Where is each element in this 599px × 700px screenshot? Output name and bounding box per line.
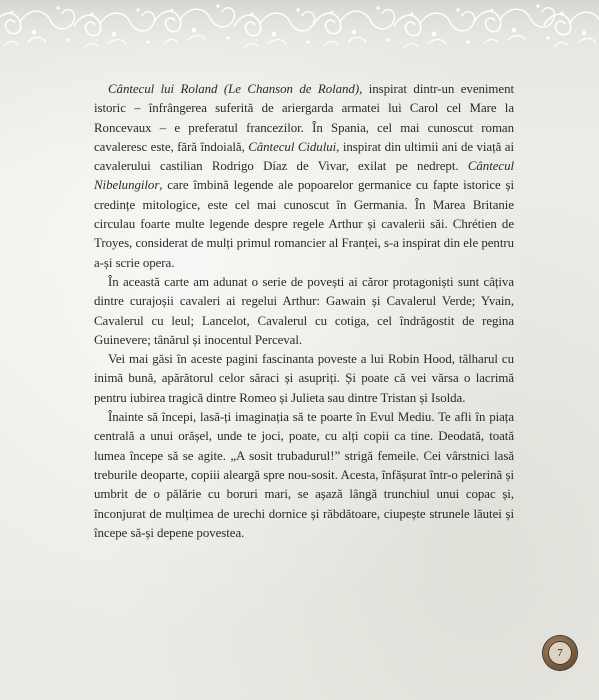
text-run: Vei mai găsi în aceste pagini fascinanta poveste a lui Robin Hood, tâlharul cu inimă bună, apărătorul celor săraci și asupriți. Și poate că vei vărsa o lacrimă pentru iubirea tragică dintre Romeo și Julieta sau dintre Tristan și Isolda.: [94, 352, 514, 405]
page-number-medallion: [543, 636, 577, 670]
body-text: [94, 80, 514, 543]
text-run: , inspirat dintr-un eveniment istoric – înfrângerea suferită de ariergarda armatei lui Carol cel Mare la Roncevaux – e preferatul francezilor. În Spania, cel mai cunoscut roman cavaleresc este, fără îndoială,: [94, 82, 514, 154]
paragraph: [94, 80, 514, 273]
text-run: Înainte să începi, lasă-ți imaginația să te poarte în Evul Mediu. Te afli în piața centrală a unui orășel, unde te joci, poate, cu alți copii ca tine. Deodată, toată lumea începe să se agite. „A sosit trubadurul!” strigă femeile. Cei vârstnici lasă treburile deoparte, copiii aleargă spre nou-sosit. Acesta, înfășurat într-o pelerină și umbrit de o pălărie cu boruri mari, se așază lângă trunchiul unui copac și, înconjurat de mulțimea de urechi dornice și răbdătoare, ciupește strunele lăutei și începe să-și depene povestea.: [94, 410, 514, 540]
text-run: În această carte am adunat o serie de povești ai căror protagoniști sunt câțiva dintre curajoșii cavaleri ai regelui Arthur: Gawain și Cavalerul Verde; Yvain, Cavalerul cu leul; Lancelot, Cavalerul cu cotiga, cel îndrăgostit de regina Guinevere; tânărul și inocentul Perceval.: [94, 274, 514, 347]
paragraph: [94, 350, 514, 408]
paragraph: [94, 408, 514, 543]
italic-title: Cântecul Nibelungilor: [94, 159, 514, 193]
text-run: , care îmbină legende ale popoarelor germanice cu fapte istorice și credințe mitologice, este cel mai cunoscut în Germania. În Marea Britanie circulau foarte multe legende despre regele Arthur și cavalerii săi. Chrétien de Troyes, considerat de mulți primul romancier al Franței, s-a inspirat din ele pentru a-și scrie opera.: [94, 178, 514, 270]
floral-border-svg: [0, 0, 599, 58]
floral-border-ornament: [0, 0, 599, 58]
page-number: 7: [548, 641, 572, 665]
italic-title: Cântecul lui Roland (Le Chanson de Roland): [108, 82, 360, 96]
italic-title: Cântecul Cidului: [248, 139, 337, 154]
paragraph: [94, 273, 514, 350]
text-run: , inspirat din ultimii ani de viață ai cavalerului castilian Rodrigo Díaz de Vivar, exilat pe nedrept.: [94, 139, 514, 174]
